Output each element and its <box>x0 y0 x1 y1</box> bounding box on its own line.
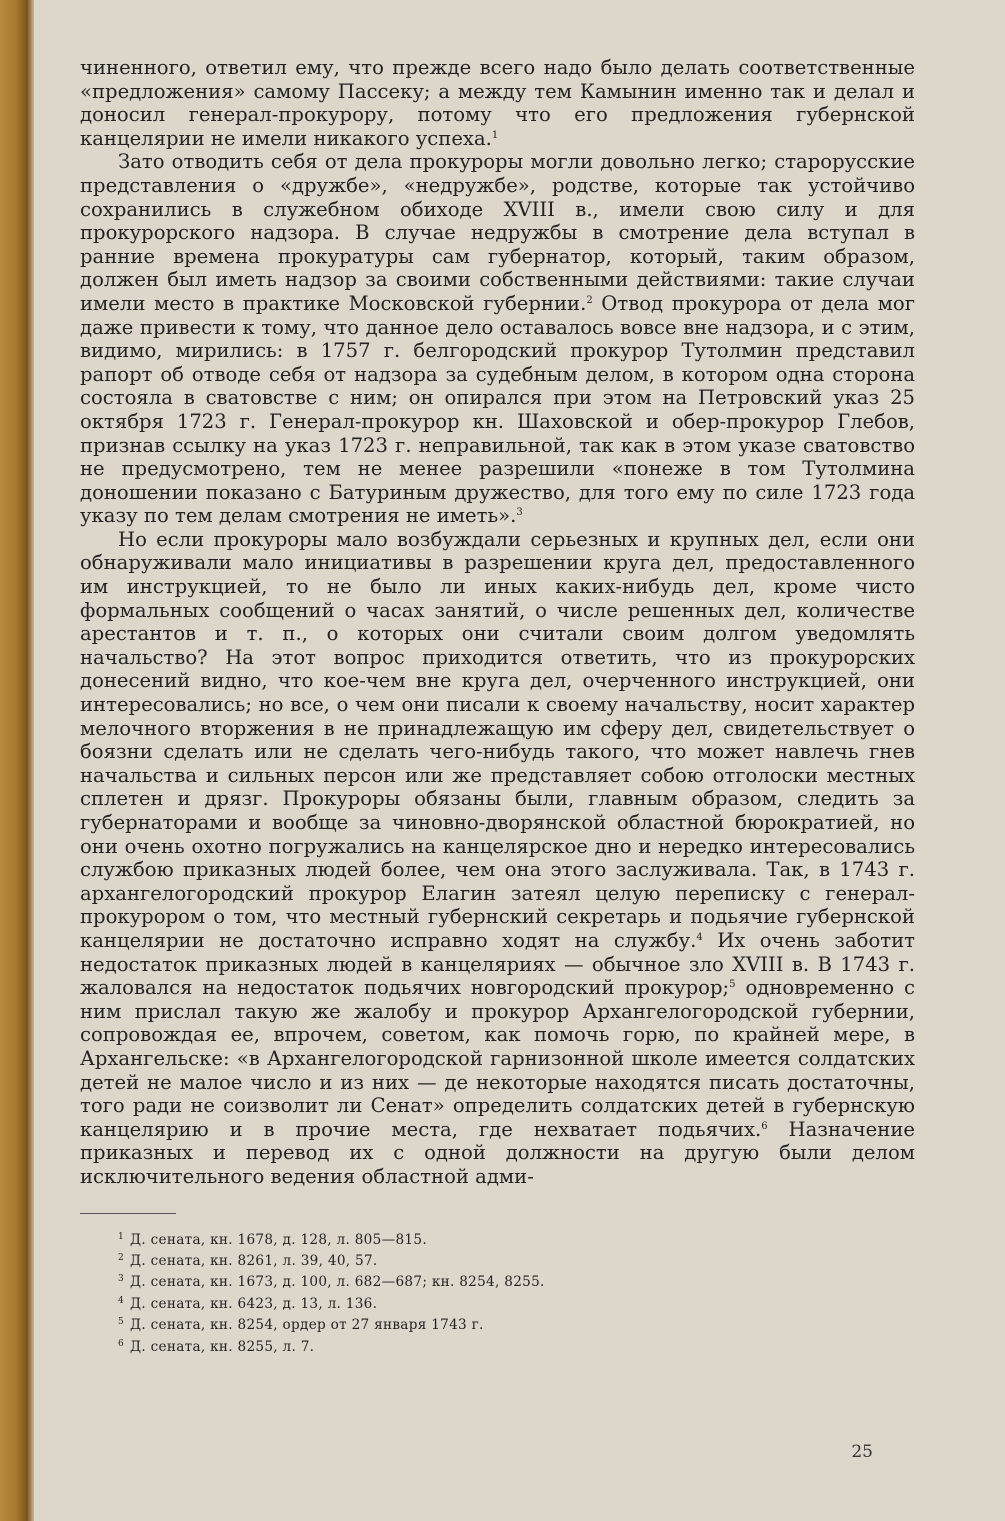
footnote <box>118 1292 915 1313</box>
footnote-number: 4 <box>118 1295 125 1306</box>
footnote-ref: 2 <box>586 294 593 306</box>
footnote-number: 1 <box>118 1231 125 1242</box>
footnote-ref: 3 <box>516 507 523 519</box>
paragraph-text: Назначение приказных и перевод их с одной должности на другую были делом исключительного ведения областной адми- <box>80 1117 915 1188</box>
footnote <box>118 1228 915 1249</box>
footnote-text: Д. сената, кн. 1673, д. 100, л. 682—687; кн. 8254, 8255. <box>130 1274 545 1291</box>
book-page <box>34 0 1005 1521</box>
footnote-number: 5 <box>118 1317 125 1328</box>
footnotes <box>118 1228 915 1356</box>
footnote-number: 3 <box>118 1274 125 1285</box>
paragraph-text: Но если прокуроры мало возбуждали серьезных и крупных дел, если они обнаруживали мало инициативы в разрешении круга дел, предоставленного им инструкцией, то не было ли иных каких-нибудь дел, кроме чисто формальных сообщений о часах занятий, о числе решенных дел, количестве арестантов и т. п., о которых они считали своим долгом уведомлять начальство? На этот вопрос приходится ответить, что из прокурорских донесений видно, что кое-чем вне круга дел, очерченного инструкцией, они интересовались; но все, о чем они писали к своему начальству, носит характер мелочного вторжения в не принадлежащую им сферу дел, свидетельствует о боязни сделать или не сделать чего-нибудь такого, что может навлечь гнев начальства и сильных персон или же представляет собою отголоски местных сплетен и дрязг. Прокуроры обязаны были, главным образом, следить за губернаторами и вообще за чиновно-дворянской областной бюрократией, но они очень охотно погружались на канцелярское дно и нередко интересовались службою приказных людей более, чем она этого заслуживала. Так, в 1743 г. архангелогородский прокурор Елагин затеял целую переписку с генерал-прокурором о том, что местный губернский секретарь и подьячие губернской канцелярии не достаточно исправно ходят на службу. <box>80 527 915 952</box>
footnote-text: Д. сената, кн. 8254, ордер от 27 января 1743 г. <box>130 1317 484 1334</box>
paragraph-text: Зато отводить себя от дела прокуроры могли довольно легко; старорусские представления о «дружбе», «недружбе», родстве, которые так устойчиво сохранились в служебном обиходе XVIII в., имели свою силу и для прокурорского надзора. В случае недружбы в смотрение дела вступал в ранние времена прокуратуры сам губернатор, который, таким образом, должен был иметь надзор за своими собственными действиями: такие случаи имели место в практике Московской губернии. <box>80 150 915 315</box>
footnote-text: Д. сената, кн. 6423, д. 13, л. 136. <box>130 1295 378 1312</box>
footnote-number: 2 <box>118 1252 125 1263</box>
footnote <box>118 1313 915 1334</box>
paragraph-text: чиненного, ответил ему, что прежде всего надо было делать соответственные «предложения» самому Пассеку; а между тем Камынин именно так и делал и доносил генерал-прокурору, потому что его предложения губернской канцелярии не имели никакого успеха. <box>80 56 915 150</box>
book-spine <box>0 0 34 1521</box>
paragraph-text: Их очень заботит недостаток приказных людей в канцеляриях — обычное зло XVIII в. В 1743 г. жаловался на недостаток подьячих новгородский прокурор; <box>80 928 915 1000</box>
footnote-text: Д. сената, кн. 8261, л. 39, 40, 57. <box>130 1252 378 1269</box>
paragraph <box>80 56 915 150</box>
paragraph <box>80 528 915 1189</box>
paragraph-text: одновременно с ним прислал такую же жалобу и прокурор Архангелогородской губернии, сопровождая ее, впрочем, советом, как помочь горю, по крайней мере, в Архангельске: «в Архангелогородской гарнизонной школе имеется солдатских детей не малое число и из них — де некоторые находятся писать достаточны, того ради не соизволит ли Сенат» определить солдатских детей в губернскую канцелярию и в прочие места, где нехватает подьячих. <box>80 976 916 1141</box>
footnote-ref: 5 <box>729 979 736 991</box>
paragraph <box>80 150 915 528</box>
footnote <box>118 1335 915 1356</box>
footnote-ref: 1 <box>491 129 499 141</box>
footnote-text: Д. сената, кн. 1678, д. 128, л. 805—815. <box>130 1231 427 1248</box>
footnote-separator <box>80 1213 176 1214</box>
page-number: 25 <box>851 1442 873 1462</box>
footnote-ref: 6 <box>761 1120 768 1132</box>
footnote-ref: 4 <box>696 931 703 943</box>
paragraph-text: Отвод прокурора от дела мог даже привести к тому, что данное дело оставалось вовсе вне надзора, и с этим, видимо, мирились: в 1757 г. белгородский прокурор Тутолмин представил рапорт об отводе себя от надзора за судебным делом, в котором одна сторона состояла в сватовстве с ним; он опирался при этом на Петровский указ 25 октября 1723 г. Генерал-прокурор кн. Шаховской и обер-прокурор Глебов, признав ссылку на указ 1723 г. неправильной, так как в этом указе сватовство не предусмотрено, тем не менее разрешили «понеже в том Тутолмина доношении показано с Батуриным дружество, для того ему по силе 1723 года указу по тем делам смотрения не иметь». <box>80 291 915 528</box>
footnote <box>118 1249 915 1270</box>
main-text <box>80 56 915 1189</box>
footnote <box>118 1270 915 1291</box>
footnote-text: Д. сената, кн. 8255, л. 7. <box>130 1338 315 1355</box>
footnote-number: 6 <box>118 1338 125 1349</box>
